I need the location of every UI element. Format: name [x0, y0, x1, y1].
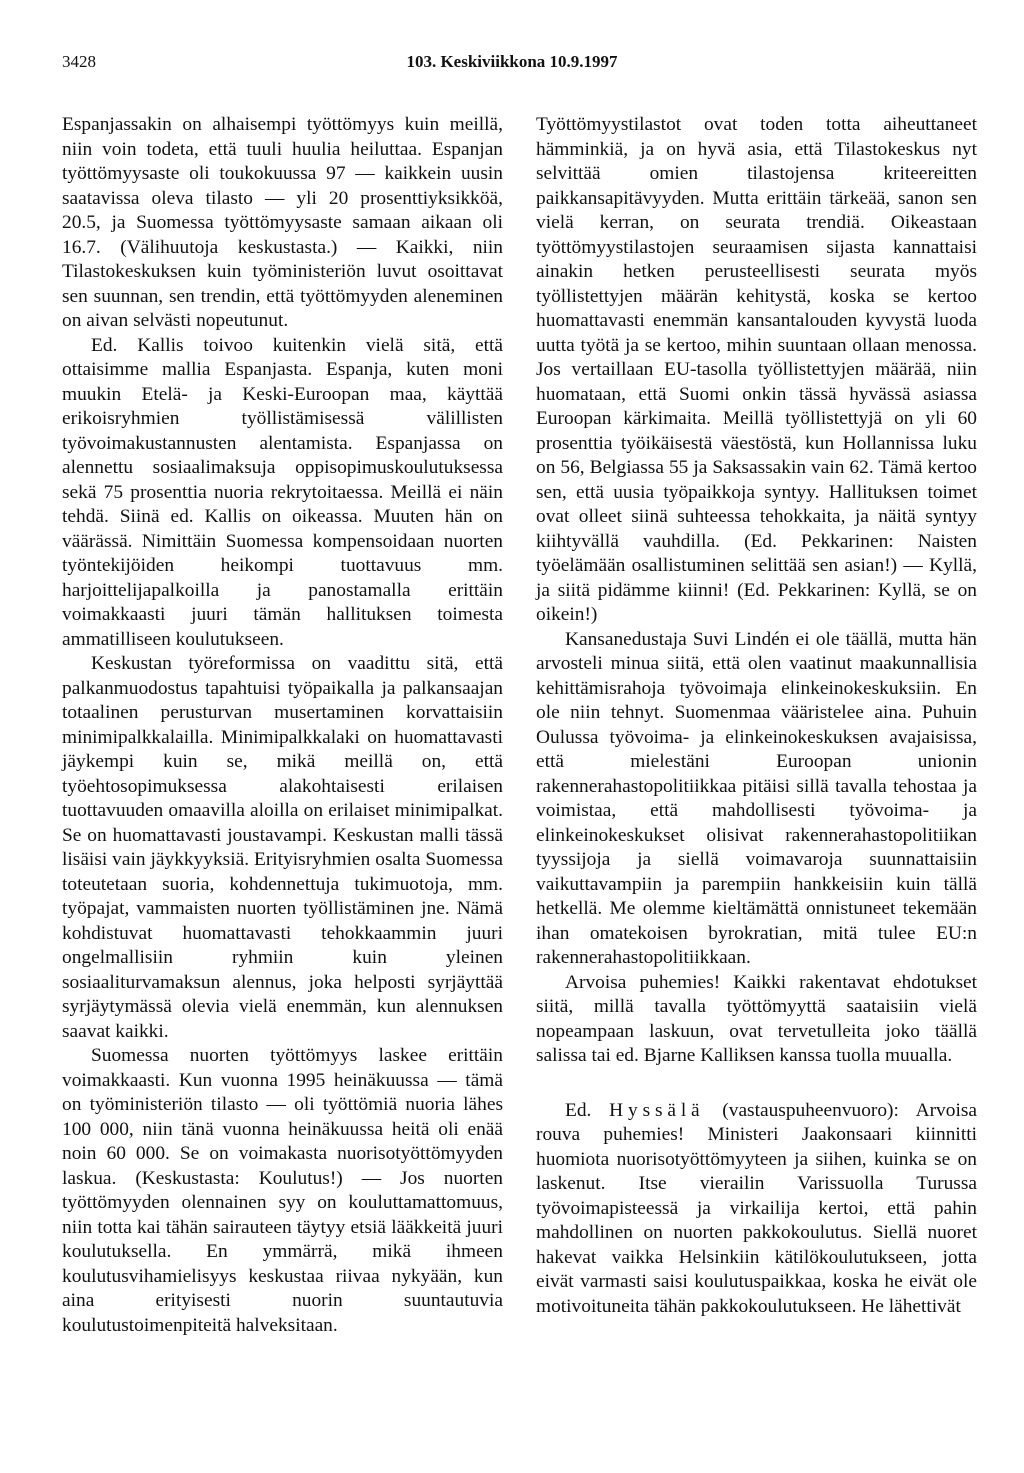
speech-paragraph: [536, 1099, 977, 1320]
speech-text: (vastauspuheenvuoro): Arvoisa rouva puhemies! Ministeri Jaakonsaari kiinnitti huomiota nuorisotyöttömyyteen ja siihen, kuinka se on laskenut. Itse vierailin Varissuolla Turussa työvoimapisteessä ja virkailija kertoi, että pahin mahdollinen on nuorten pakkokoulutus. Siellä nuoret hakevat vaikka Helsinkiin kätilökoulutukseen, jotta eivät varmasti saisi koulutuspaikkaa, koska he eivät ole motivoituneita tähän pakkokoulutukseen. He lähettivät: [536, 1099, 977, 1317]
right-column: [536, 113, 977, 1319]
section-spacer: [536, 1069, 977, 1099]
paragraph: Kansanedustaja Suvi Lindén ei ole täällä, mutta hän arvosteli minua siitä, että olen vaatinut maakunnallisia kehittämisrahoja työvoimaja elinkeinokeskuksiin. En ole niin tehnyt. Suomenmaa vääristelee aina. Puhuin Oulussa työvoima- ja elinkeinokeskuksen avajaisissa, että mielestäni Euroopan unionin rakennerahastopolitiikkaa pitäisi sillä tavalla tehostaa ja voimistaa, että mahdollisesti työvoima- ja elinkeinokeskukset olisivat rakennerahastopolitiikan tyyssijoja ja siellä voimavaroja suunnattaisiin vaikuttavampiin ja parempiin hankkeisiin kuin tällä hetkellä. Me olemme kieltämättä onnistuneet tekemään ihan omatekoisen byrokratian, mitä tulee EU:n rakennerahastopolitiikkaan.: [536, 628, 977, 968]
page-number: 3428: [62, 52, 96, 71]
page-header: [62, 52, 962, 76]
paragraph: Työttömyystilastot ovat toden totta aiheuttaneet hämminkiä, ja on hyvä asia, että Tilastokeskus nyt selvittää omien tilastojensa kriteereitten paikkansapitävyyden. Mutta erittäin tärkeää, sanon sen vielä kerran, on seurata trendiä. Oikeastaan työttömyystilastojen seuraamisen sijasta kannattaisi ainakin hetken perusteellisesti seurata myös työllistettyjen määrän kehitystä, koska se kertoo huomattavasti enemmän kansantalouden kyvystä luoda uutta työtä ja se kertoo, mihin suuntaan ollaan menossa. Jos vertaillaan EU-tasolla työllistettyjen määrää, niin huomataan, että Suomi onkin tässä hyvässä asiassa Euroopan kärkimaita. Meillä työllistettyjä on yli 60 prosenttia työikäisestä väestöstä, kun Hollannissa luku on 56, Belgiassa 55 ja Saksassakin vain 62. Tämä kertoo sen, että uusia työpaikkoja syntyy. Hallituksen toimet ovat olleet siinä suhteessa tehokkaita, ja näitä syntyy kiihtyvällä vauhdilla. (Ed. Pekkarinen: Naisten työelämään osallistuminen selittää sen asian!) — Kyllä, ja siitä pidämme kiinni! (Ed. Pekkarinen: Kyllä, se on oikein!): [536, 114, 977, 625]
left-column: [62, 113, 503, 1338]
paragraph: Arvoisa puhemies! Kaikki rakentavat ehdotukset siitä, millä tavalla työttömyyttä saataisiin vielä nopeampaan laskuun, ovat tervetulleita joko täällä salissa tai ed. Bjarne Kalliksen kanssa tuolla muualla.: [536, 971, 977, 1066]
speech-prefix: Ed.: [565, 1099, 610, 1121]
running-head: 103. Keskiviikkona 10.9.1997: [406, 52, 618, 71]
paragraph: Espanjassakin on alhaisempi työttömyys kuin meillä, niin voin todeta, että tuuli huulia heiluttaa. Espanjan työttömyysaste oli toukokuussa 97 — kaikkein uusin saatavissa oleva tilasto — yli 20 prosenttiyksikköä, 20.5, ja Suomessa työttömyysaste samaan aikaan oli 16.7. (Välihuutoja keskustasta.) — Kaikki, niin Tilastokeskuksen kuin työministeriön luvut osoittavat sen suunnan, sen trendin, että työttömyyden aleneminen on aivan selvästi nopeutunut.: [62, 114, 503, 331]
speaker-name: Hyssälä: [609, 1099, 705, 1121]
paragraph: Keskustan työreformissa on vaadittu sitä, että palkanmuodostus tapahtuisi työpaikalla ja palkansaajan totaalinen perusturvan musertaminen korvattaisiin minimipalkkalailla. Minimipalkkalaki on huomattavasti jäykempi kuin se, mikä meillä on, että työehtosopimuksessa alakohtaisesti erilaisen tuottavuuden omaavilla aloilla on erilaiset minimipalkat. Se on huomattavasti joustavampi. Keskustan malli tässä lisäisi vain jäykkyyksiä. Erityisryhmien osalta Suomessa toteutetaan suoria, kohdennettuja tukimuotoja, mm. työpajat, vammaisten nuorten työllistäminen jne. Nämä kohdistuvat huomattavasti tehokkaammin juuri ongelmallisiin ryhmiin kuin yleinen sosiaaliturvamaksun alennus, joka helposti syrjäyttää syrjäytymässä olevia vielä enemmän, kun alennuksen saavat kaikki.: [62, 653, 503, 1042]
paragraph: Suomessa nuorten työttömyys laskee erittäin voimakkaasti. Kun vuonna 1995 heinäkuussa — tämä on työministeriön tilasto — oli työttömiä nuoria lähes 100 000, niin tänä vuonna heinäkuussa heitä oli enää noin 60 000. Se on voimakasta nuorisotyöttömyyden laskua. (Keskustasta: Koulutus!) — Jos nuorten työttömyyden olennainen syy on kouluttamattomuus, niin totta kai tähän sairauteen täytyy etsiä lääkkeitä juuri koulutuksella. En ymmärrä, mikä ihmeen koulutusvihamielisyys keskustaa riivaa nykyään, kun aina erityisesti nuorin suuntautuvia koulutustoimenpiteitä halveksitaan.: [62, 1045, 503, 1336]
paragraph: Ed. Kallis toivoo kuitenkin vielä sitä, että ottaisimme mallia Espanjasta. Espanja, kuten moni muukin Etelä- ja Keski-Euroopan maa, käyttää erikoisryhmien työllistämisessä välillisten työvoimakustannusten alentamista. Espanjassa on alennettu sosiaalimaksuja oppisopimuskoulutuksessa sekä 75 prosenttia nuoria rekrytoitaessa. Meillä ei näin tehdä. Siinä ed. Kallis on oikeassa. Muuten hän on väärässä. Nimittäin Suomessa kompensoidaan nuorten työntekijöiden heikompi tuottavuus mm. harjoittelijapalkoilla ja panostamalla erittäin voimakkaasti juuri tämän hallituksen toimesta ammatilliseen koulutukseen.: [62, 334, 503, 650]
